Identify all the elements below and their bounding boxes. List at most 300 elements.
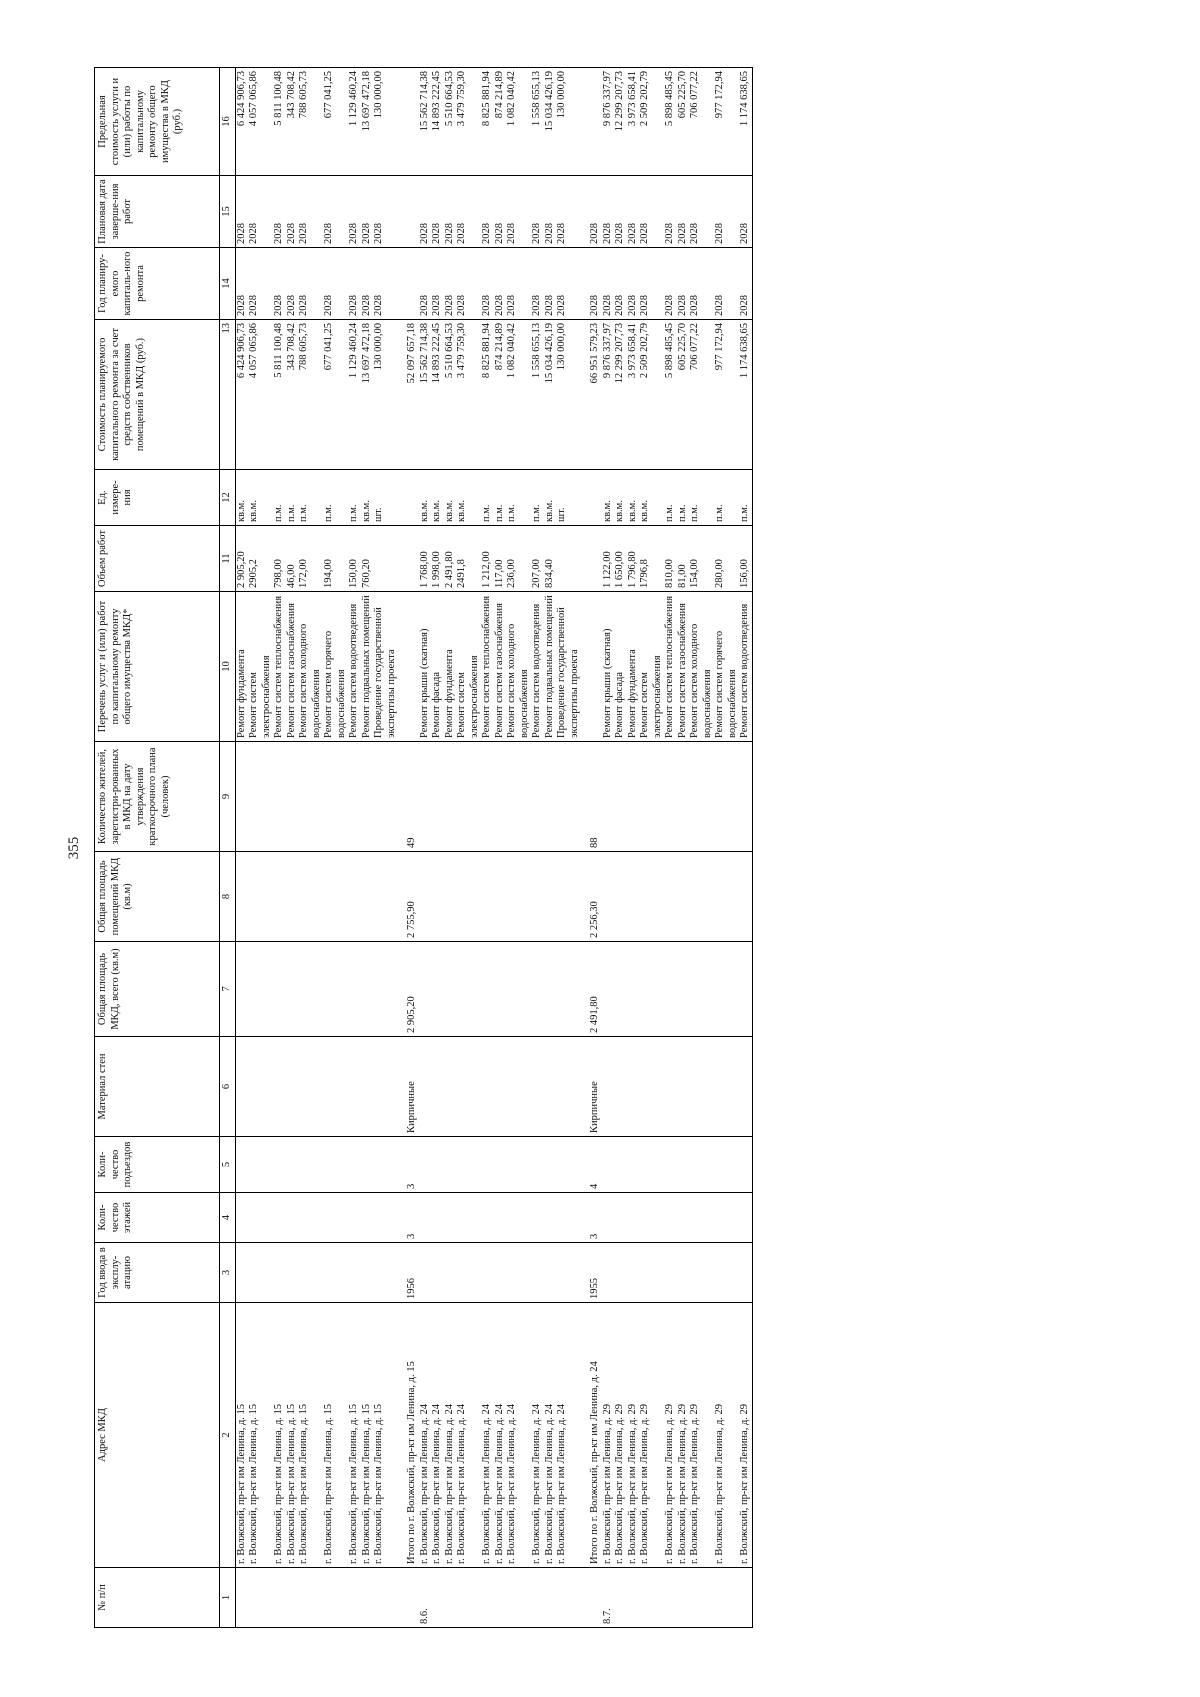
address-cell: г. Волжский, пр-кт им Ленина, д. 29	[602, 1303, 615, 1568]
year-cell	[602, 1243, 615, 1303]
table-row	[373, 68, 398, 1628]
unit-cell: п.м.	[739, 470, 752, 526]
residents-cell	[556, 742, 581, 852]
column-header: Объем работ	[95, 526, 220, 592]
wall-material-cell	[481, 1037, 494, 1137]
residents-cell	[444, 742, 457, 852]
wall-material-cell: Кирпичные	[398, 1037, 419, 1137]
wall-material-cell	[627, 1037, 640, 1137]
total-area-cell	[677, 942, 690, 1037]
wall-material-cell	[373, 1037, 398, 1137]
column-number: 11	[220, 526, 236, 592]
plan-year-cell: 2028	[556, 248, 581, 320]
total-area-cell	[739, 942, 752, 1037]
end-date-cell: 2028	[581, 176, 602, 248]
column-number: 6	[220, 1037, 236, 1137]
entrances-cell	[481, 1137, 494, 1193]
wall-material-cell	[614, 1037, 627, 1137]
cost-cell: 14 893 222,45	[431, 320, 444, 470]
year-cell	[419, 1243, 432, 1303]
column-header: Адрес МКД	[95, 1303, 220, 1568]
end-date-cell: 2028	[431, 176, 444, 248]
year-cell	[235, 1243, 248, 1303]
max-cost-cell: 8 825 881,94	[481, 68, 494, 176]
end-date-cell: 2028	[456, 176, 481, 248]
work-type-cell: Ремонт систем газоснабжения	[677, 592, 690, 742]
rooms-area-cell	[531, 852, 544, 942]
max-cost-cell	[398, 68, 419, 176]
entrances-cell	[419, 1137, 432, 1193]
volume-cell: 760,20	[361, 526, 374, 592]
volume-cell: 1 768,00	[419, 526, 432, 592]
end-date-cell	[398, 176, 419, 248]
floors-cell	[361, 1193, 374, 1243]
entrances-cell	[248, 1137, 273, 1193]
unit-cell: п.м.	[506, 470, 531, 526]
end-date-cell: 2028	[494, 176, 507, 248]
wall-material-cell	[431, 1037, 444, 1137]
rooms-area-cell	[714, 852, 739, 942]
address-cell: г. Волжский, пр-кт им Ленина, д. 24	[419, 1303, 432, 1568]
year-cell	[348, 1243, 361, 1303]
work-type-cell: Ремонт подвальных помещений	[544, 592, 557, 742]
total-area-cell: 2 491,80	[581, 942, 602, 1037]
wall-material-cell	[739, 1037, 752, 1137]
entrances-cell	[627, 1137, 640, 1193]
residents-cell	[273, 742, 286, 852]
table-row	[494, 68, 507, 1628]
year-cell	[286, 1243, 299, 1303]
table-row	[556, 68, 581, 1628]
max-cost-cell: 605 225,70	[677, 68, 690, 176]
address-cell: г. Волжский, пр-кт им Ленина, д. 29	[627, 1303, 640, 1568]
wall-material-cell	[444, 1037, 457, 1137]
table-row	[298, 68, 323, 1628]
row-number: 8.6.	[419, 1568, 432, 1628]
volume-cell	[556, 526, 581, 592]
end-date-cell: 2028	[419, 176, 432, 248]
work-type-cell: Проведение государственной экспертизы проекта	[373, 592, 398, 742]
work-type-cell: Ремонт фундамента	[235, 592, 248, 742]
address-cell: г. Волжский, пр-кт им Ленина, д. 29	[664, 1303, 677, 1568]
floors-cell	[556, 1193, 581, 1243]
volume-cell: 834,40	[544, 526, 557, 592]
max-cost-cell: 4 057 065,86	[248, 68, 273, 176]
wall-material-cell	[494, 1037, 507, 1137]
rooms-area-cell	[506, 852, 531, 942]
floors-cell	[298, 1193, 323, 1243]
total-area-cell	[556, 942, 581, 1037]
unit-cell: кв.м.	[419, 470, 432, 526]
cost-cell: 9 876 337,97	[602, 320, 615, 470]
unit-cell: кв.м.	[235, 470, 248, 526]
rooms-area-cell	[456, 852, 481, 942]
row-number	[286, 1568, 299, 1628]
floors-cell	[627, 1193, 640, 1243]
volume-cell: 2 491,80	[444, 526, 457, 592]
max-cost-cell: 343 708,42	[286, 68, 299, 176]
column-number-row	[220, 68, 236, 1628]
table-row	[664, 68, 677, 1628]
wall-material-cell	[639, 1037, 664, 1137]
total-row	[398, 68, 419, 1628]
plan-year-cell: 2028	[614, 248, 627, 320]
plan-year-cell	[398, 248, 419, 320]
plan-year-cell: 2028	[273, 248, 286, 320]
table-row	[602, 68, 615, 1628]
row-number	[431, 1568, 444, 1628]
total-area-cell	[373, 942, 398, 1037]
end-date-cell: 2028	[323, 176, 348, 248]
column-number: 3	[220, 1243, 236, 1303]
rooms-area-cell	[248, 852, 273, 942]
column-number: 14	[220, 248, 236, 320]
end-date-cell: 2028	[739, 176, 752, 248]
plan-year-cell: 2028	[627, 248, 640, 320]
work-type-cell: Ремонт фасада	[614, 592, 627, 742]
address-cell: г. Волжский, пр-кт им Ленина, д. 24	[444, 1303, 457, 1568]
address-cell: г. Волжский, пр-кт им Ленина, д. 15	[298, 1303, 323, 1568]
row-number	[298, 1568, 323, 1628]
rooms-area-cell	[689, 852, 714, 942]
plan-year-cell: 2028	[444, 248, 457, 320]
residents-cell	[456, 742, 481, 852]
column-header: Год ввода в эксплу-атацию	[95, 1243, 220, 1303]
year-cell: 1955	[581, 1243, 602, 1303]
wall-material-cell	[556, 1037, 581, 1137]
year-cell	[361, 1243, 374, 1303]
total-area-cell	[286, 942, 299, 1037]
column-header: Плановая дата заверше-ния работ	[95, 176, 220, 248]
residents-cell	[348, 742, 361, 852]
wall-material-cell	[544, 1037, 557, 1137]
residents-cell	[235, 742, 248, 852]
entrances-cell	[614, 1137, 627, 1193]
end-date-cell: 2028	[556, 176, 581, 248]
residents-cell	[431, 742, 444, 852]
wall-material-cell: Кирпичные	[581, 1037, 602, 1137]
wall-material-cell	[361, 1037, 374, 1137]
address-cell: г. Волжский, пр-кт им Ленина, д. 24	[456, 1303, 481, 1568]
address-cell: г. Волжский, пр-кт им Ленина, д. 29	[639, 1303, 664, 1568]
end-date-cell: 2028	[602, 176, 615, 248]
row-number	[544, 1568, 557, 1628]
rooms-area-cell	[419, 852, 432, 942]
unit-cell: п.м.	[664, 470, 677, 526]
max-cost-cell: 130 000,00	[556, 68, 581, 176]
max-cost-cell: 5 898 485,45	[664, 68, 677, 176]
row-number	[506, 1568, 531, 1628]
entrances-cell	[323, 1137, 348, 1193]
column-header: Общая площадь МКД, всего (кв.м)	[95, 942, 220, 1037]
volume-cell: 2491,8	[456, 526, 481, 592]
address-cell: г. Волжский, пр-кт им Ленина, д. 15	[286, 1303, 299, 1568]
table-row	[677, 68, 690, 1628]
row-number	[348, 1568, 361, 1628]
row-number	[444, 1568, 457, 1628]
residents-cell	[323, 742, 348, 852]
plan-year-cell: 2028	[431, 248, 444, 320]
row-number	[398, 1568, 419, 1628]
max-cost-cell: 2 509 202,79	[639, 68, 664, 176]
address-cell: г. Волжский, пр-кт им Ленина, д. 24	[494, 1303, 507, 1568]
cost-cell: 605 225,70	[677, 320, 690, 470]
floors-cell	[506, 1193, 531, 1243]
cost-cell: 3 479 759,30	[456, 320, 481, 470]
wall-material-cell	[273, 1037, 286, 1137]
total-area-cell	[494, 942, 507, 1037]
unit-cell: кв.м.	[614, 470, 627, 526]
volume-cell: 46,00	[286, 526, 299, 592]
max-cost-cell: 15 034 426,19	[544, 68, 557, 176]
end-date-cell: 2028	[235, 176, 248, 248]
table-row	[531, 68, 544, 1628]
wall-material-cell	[235, 1037, 248, 1137]
address-cell: г. Волжский, пр-кт им Ленина, д. 15	[235, 1303, 248, 1568]
plan-year-cell: 2028	[639, 248, 664, 320]
plan-year-cell: 2028	[664, 248, 677, 320]
table-row	[481, 68, 494, 1628]
row-number	[323, 1568, 348, 1628]
plan-year-cell: 2028	[481, 248, 494, 320]
table-row	[419, 68, 432, 1628]
max-cost-cell: 874 214,89	[494, 68, 507, 176]
table-row	[248, 68, 273, 1628]
cost-cell: 52 097 657,18	[398, 320, 419, 470]
max-cost-cell: 1 558 655,13	[531, 68, 544, 176]
total-row	[581, 68, 602, 1628]
plan-year-cell: 2028	[677, 248, 690, 320]
table-row	[235, 68, 248, 1628]
row-number	[689, 1568, 714, 1628]
rooms-area-cell	[373, 852, 398, 942]
cost-cell: 1 174 638,65	[739, 320, 752, 470]
column-number: 5	[220, 1137, 236, 1193]
max-cost-cell: 788 605,73	[298, 68, 323, 176]
end-date-cell: 2028	[627, 176, 640, 248]
plan-year-cell: 2028	[235, 248, 248, 320]
column-number: 9	[220, 742, 236, 852]
volume-cell: 117,00	[494, 526, 507, 592]
header-row	[95, 68, 220, 1628]
max-cost-cell: 706 077,22	[689, 68, 714, 176]
floors-cell	[235, 1193, 248, 1243]
row-number	[639, 1568, 664, 1628]
table-row	[273, 68, 286, 1628]
rooms-area-cell	[361, 852, 374, 942]
floors-cell	[286, 1193, 299, 1243]
floors-cell	[444, 1193, 457, 1243]
unit-cell: кв.м.	[444, 470, 457, 526]
work-type-cell: Ремонт фундамента	[444, 592, 457, 742]
residents-cell	[627, 742, 640, 852]
plan-year-cell: 2028	[689, 248, 714, 320]
row-number	[273, 1568, 286, 1628]
address-cell: Итого по г. Волжский, пр-кт им Ленина, д. 15	[398, 1303, 419, 1568]
volume-cell: 154,00	[689, 526, 714, 592]
wall-material-cell	[714, 1037, 739, 1137]
floors-cell	[248, 1193, 273, 1243]
plan-year-cell: 2028	[248, 248, 273, 320]
entrances-cell	[494, 1137, 507, 1193]
entrances-cell	[739, 1137, 752, 1193]
unit-cell: кв.м.	[627, 470, 640, 526]
total-area-cell	[481, 942, 494, 1037]
plan-year-cell: 2028	[348, 248, 361, 320]
work-type-cell: Ремонт систем холодного водоснабжения	[506, 592, 531, 742]
rooms-area-cell	[544, 852, 557, 942]
end-date-cell: 2028	[373, 176, 398, 248]
address-cell: г. Волжский, пр-кт им Ленина, д. 24	[556, 1303, 581, 1568]
table-row	[323, 68, 348, 1628]
total-area-cell	[248, 942, 273, 1037]
plan-year-cell: 2028	[602, 248, 615, 320]
end-date-cell: 2028	[273, 176, 286, 248]
wall-material-cell	[531, 1037, 544, 1137]
entrances-cell	[431, 1137, 444, 1193]
end-date-cell: 2028	[531, 176, 544, 248]
year-cell	[494, 1243, 507, 1303]
unit-cell: п.м.	[714, 470, 739, 526]
address-cell: г. Волжский, пр-кт им Ленина, д. 15	[361, 1303, 374, 1568]
volume-cell: 1 998,00	[431, 526, 444, 592]
floors-cell	[677, 1193, 690, 1243]
floors-cell	[531, 1193, 544, 1243]
cost-cell: 4 057 065,86	[248, 320, 273, 470]
residents-cell	[373, 742, 398, 852]
volume-cell: 798,00	[273, 526, 286, 592]
plan-year-cell: 2028	[739, 248, 752, 320]
column-header: Количество жителей, зарегистри-рованных в МКД на дату утверждения краткосрочного плана (человек)	[95, 742, 220, 852]
row-number	[494, 1568, 507, 1628]
work-type-cell: Ремонт систем водоотведения	[348, 592, 361, 742]
address-cell: г. Волжский, пр-кт им Ленина, д. 29	[677, 1303, 690, 1568]
cost-cell: 788 605,73	[298, 320, 323, 470]
volume-cell: 810,00	[664, 526, 677, 592]
work-type-cell: Ремонт систем холодного водоснабжения	[298, 592, 323, 742]
end-date-cell: 2028	[348, 176, 361, 248]
residents-cell	[544, 742, 557, 852]
unit-cell: п.м.	[298, 470, 323, 526]
total-area-cell	[531, 942, 544, 1037]
floors-cell	[348, 1193, 361, 1243]
wall-material-cell	[298, 1037, 323, 1137]
residents-cell	[481, 742, 494, 852]
entrances-cell	[348, 1137, 361, 1193]
cost-cell: 3 973 658,41	[627, 320, 640, 470]
work-type-cell: Ремонт систем теплоснабжения	[481, 592, 494, 742]
table-row	[361, 68, 374, 1628]
residents-cell	[689, 742, 714, 852]
cost-cell: 977 172,94	[714, 320, 739, 470]
capital-repair-table	[94, 67, 753, 1628]
volume-cell: 150,00	[348, 526, 361, 592]
wall-material-cell	[348, 1037, 361, 1137]
column-number: 10	[220, 592, 236, 742]
unit-cell: п.м.	[286, 470, 299, 526]
work-type-cell: Ремонт систем горячего водоснабжения	[323, 592, 348, 742]
cost-cell: 66 951 579,23	[581, 320, 602, 470]
entrances-cell	[677, 1137, 690, 1193]
total-area-cell	[361, 942, 374, 1037]
row-number	[614, 1568, 627, 1628]
entrances-cell: 4	[581, 1137, 602, 1193]
total-area-cell: 2 905,20	[398, 942, 419, 1037]
cost-cell: 706 077,22	[689, 320, 714, 470]
cost-cell: 15 562 714,38	[419, 320, 432, 470]
cost-cell: 5 510 664,53	[444, 320, 457, 470]
plan-year-cell: 2028	[419, 248, 432, 320]
wall-material-cell	[248, 1037, 273, 1137]
cost-cell: 1 082 040,42	[506, 320, 531, 470]
wall-material-cell	[456, 1037, 481, 1137]
max-cost-cell: 14 893 222,45	[431, 68, 444, 176]
total-area-cell	[419, 942, 432, 1037]
address-cell: г. Волжский, пр-кт им Ленина, д. 24	[481, 1303, 494, 1568]
entrances-cell	[639, 1137, 664, 1193]
rooms-area-cell	[286, 852, 299, 942]
residents-cell	[739, 742, 752, 852]
cost-cell: 5 898 485,45	[664, 320, 677, 470]
rooms-area-cell	[664, 852, 677, 942]
entrances-cell	[298, 1137, 323, 1193]
rooms-area-cell	[602, 852, 615, 942]
entrances-cell	[531, 1137, 544, 1193]
row-number	[248, 1568, 273, 1628]
rooms-area-cell	[639, 852, 664, 942]
year-cell	[506, 1243, 531, 1303]
address-cell: г. Волжский, пр-кт им Ленина, д. 15	[348, 1303, 361, 1568]
address-cell: г. Волжский, пр-кт им Ленина, д. 24	[531, 1303, 544, 1568]
total-area-cell	[627, 942, 640, 1037]
total-area-cell	[298, 942, 323, 1037]
wall-material-cell	[677, 1037, 690, 1137]
rooms-area-cell	[235, 852, 248, 942]
table-row	[627, 68, 640, 1628]
residents-cell	[531, 742, 544, 852]
table-row	[639, 68, 664, 1628]
max-cost-cell: 3 479 759,30	[456, 68, 481, 176]
unit-cell: кв.м.	[431, 470, 444, 526]
address-cell: г. Волжский, пр-кт им Ленина, д. 24	[506, 1303, 531, 1568]
residents-cell	[419, 742, 432, 852]
entrances-cell	[556, 1137, 581, 1193]
rooms-area-cell	[677, 852, 690, 942]
year-cell	[714, 1243, 739, 1303]
end-date-cell: 2028	[677, 176, 690, 248]
max-cost-cell: 1 082 040,42	[506, 68, 531, 176]
cost-cell: 6 424 906,73	[235, 320, 248, 470]
volume-cell: 280,00	[714, 526, 739, 592]
unit-cell: п.м.	[531, 470, 544, 526]
max-cost-cell: 6 424 906,73	[235, 68, 248, 176]
row-number	[714, 1568, 739, 1628]
entrances-cell	[361, 1137, 374, 1193]
plan-year-cell: 2028	[298, 248, 323, 320]
volume-cell	[398, 526, 419, 592]
entrances-cell: 3	[398, 1137, 419, 1193]
year-cell	[481, 1243, 494, 1303]
cost-cell: 874 214,89	[494, 320, 507, 470]
cost-cell: 8 825 881,94	[481, 320, 494, 470]
end-date-cell: 2028	[544, 176, 557, 248]
unit-cell: кв.м.	[602, 470, 615, 526]
max-cost-cell: 130 000,00	[373, 68, 398, 176]
column-header: № п/п	[95, 1568, 220, 1628]
total-area-cell	[323, 942, 348, 1037]
rooms-area-cell	[494, 852, 507, 942]
max-cost-cell: 677 041,25	[323, 68, 348, 176]
